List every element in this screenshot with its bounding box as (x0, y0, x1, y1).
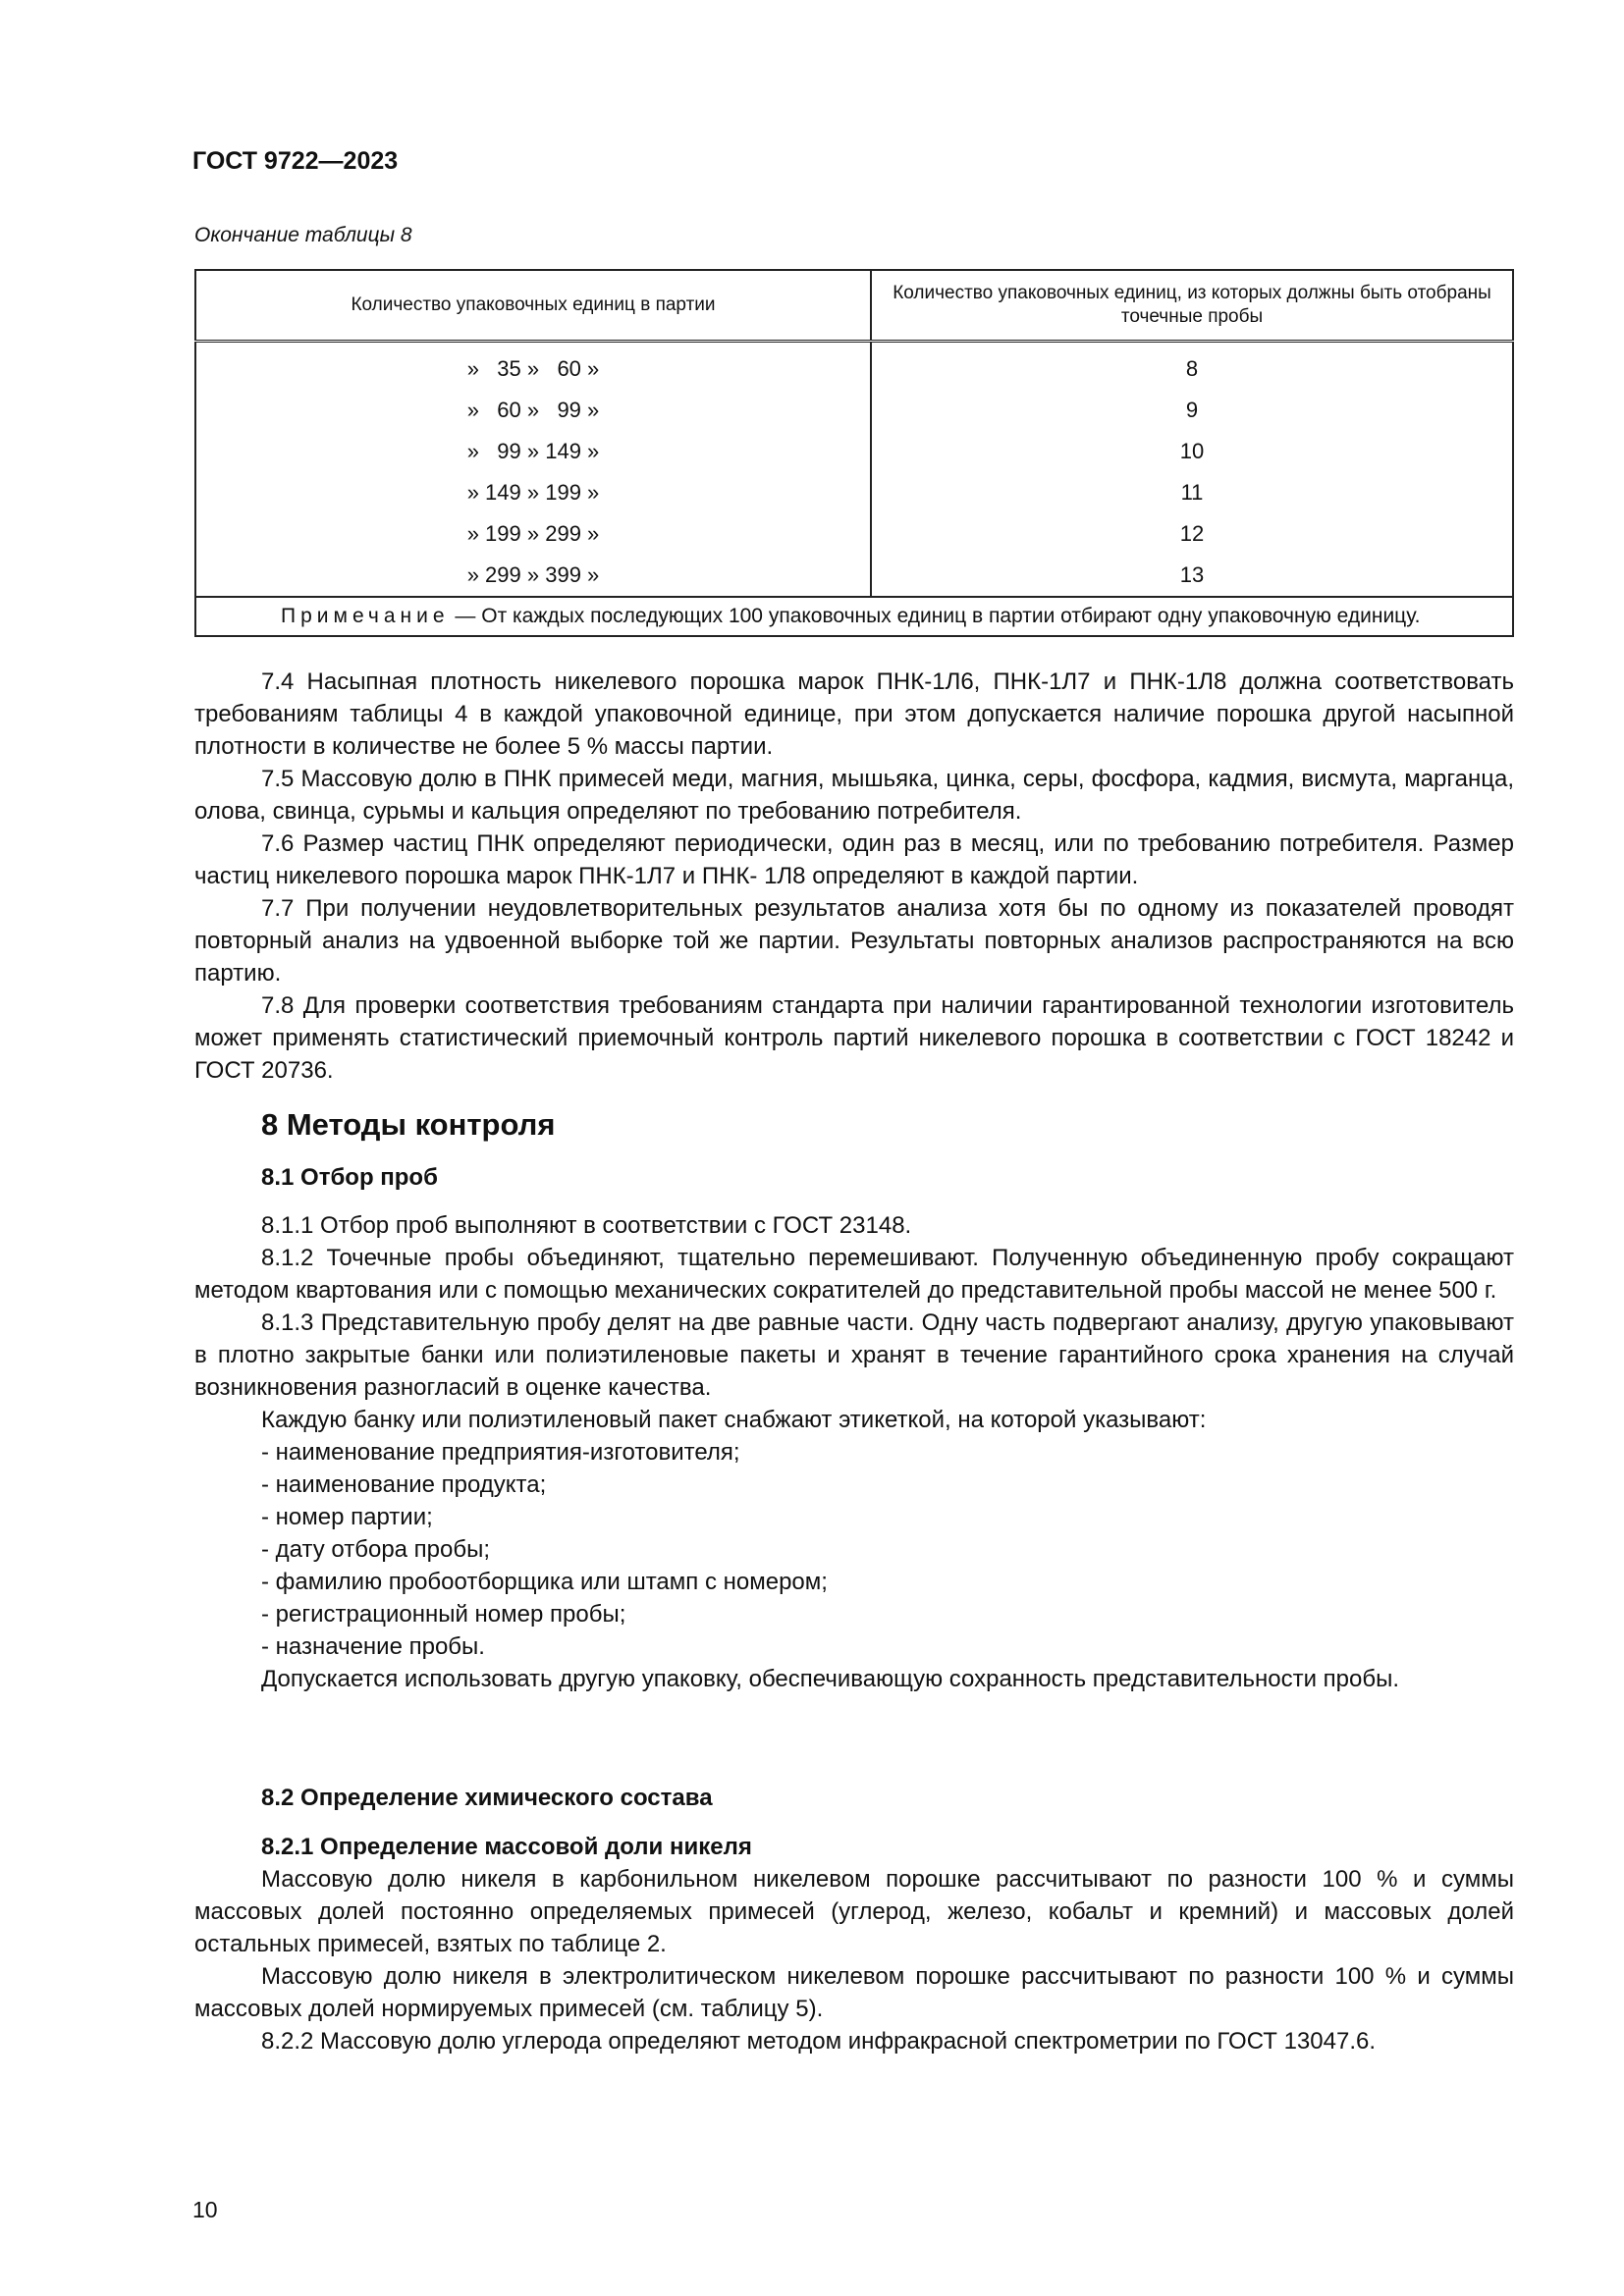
table-caption: Окончание таблицы 8 (194, 224, 412, 246)
list-item: - регистрационный номер пробы; (261, 1601, 626, 1628)
count-cell: 13 (871, 555, 1513, 597)
paragraph-8-2-2: 8.2.2 Массовую долю углерода определяют методом инфракрасной спектрометрии по ГОСТ 13047.6. (261, 2028, 1376, 2055)
list-item: - наименование предприятия-изготовителя; (261, 1439, 740, 1466)
note-label: Примечание (281, 605, 450, 627)
page-number: 10 (192, 2197, 218, 2222)
range-cell: » 199 » 299 » (195, 513, 871, 555)
paragraph-7-4: 7.4 Насыпная плотность никелевого порошка марок ПНК-1Л6, ПНК-1Л7 и ПНК-1Л8 должна соответствовать требованиям таблицы 4 в каждой упаковочной единице, при этом допускается наличие порошка другой насыпной плотности в количестве не более 5 % массы партии. (194, 668, 1514, 760)
range-cell: » 60 » 99 » (195, 390, 871, 431)
table-note-row (195, 597, 1513, 636)
list-item: - назначение пробы. (261, 1633, 485, 1660)
count-cell: 11 (871, 472, 1513, 513)
package-note: Допускается использовать другую упаковку, обеспечивающую сохранность представительности пробы. (261, 1666, 1400, 1692)
table-row (195, 431, 1513, 472)
paragraph-8-1-2: 8.1.2 Точечные пробы объединяют, тщательно перемешивают. Полученную объединенную пробу сокращают методом квартования или с помощью механических сократителей до представительной пробы массой не менее 500 г. (194, 1245, 1514, 1304)
section-7-text (194, 666, 1514, 1087)
paragraph-7-7: 7.7 При получении неудовлетворительных результатов анализа хотя бы по одному из показателей проводят повторный анализ на удвоенной выборке той же партии. Результаты повторных анализов распространяются на всю партию. (194, 895, 1514, 987)
section-8-1-heading: 8.1 Отбор проб (261, 1164, 438, 1191)
list-item: - дату отбора пробы; (261, 1536, 491, 1563)
list-item: - фамилию пробоотборщика или штамп с номером; (261, 1569, 828, 1595)
paragraph-7-5: 7.5 Массовую долю в ПНК примесей меди, магния, мышьяка, цинка, серы, фосфора, кадмия, висмута, марганца, олова, свинца, сурьмы и кальция определяют по требованию потребителя. (194, 766, 1514, 825)
list-item: - номер партии; (261, 1504, 433, 1530)
label-intro: Каждую банку или полиэтиленовый пакет снабжают этикеткой, на которой указывают: (261, 1407, 1207, 1433)
paragraph-8-1-1: 8.1.1 Отбор проб выполняют в соответствии с ГОСТ 23148. (261, 1212, 912, 1239)
paragraph-nickel-electrolytic: Массовую долю никеля в электролитическом никелевом порошке рассчитывают по разности 100 % и суммы массовых долей нормируемых примесей (см. таблицу 5). (194, 1963, 1514, 2022)
range-cell: » 35 » 60 » (195, 342, 871, 391)
paragraph-7-8: 7.8 Для проверки соответствия требованиям стандарта при наличии гарантированной технологии изготовитель может применять статистический приемочный контроль партий никелевого порошка в соответствии с ГОСТ 18242 и ГОСТ 20736. (194, 992, 1514, 1084)
table-row (195, 472, 1513, 513)
table-header-row (195, 270, 1513, 342)
section-8-2-text (194, 1863, 1514, 2057)
count-cell: 9 (871, 390, 1513, 431)
range-cell: » 299 » 399 » (195, 555, 871, 597)
column-header-lots: Количество упаковочных единиц в партии (195, 270, 871, 342)
column-header-samples: Количество упаковочных единиц, из которых должны быть отобраны точечные пробы (871, 270, 1513, 342)
document-header: ГОСТ 9722—2023 (192, 147, 399, 175)
section-8-1-text (194, 1209, 1514, 1695)
paragraph-nickel-carbonyl: Массовую долю никеля в карбонильном никелевом порошке рассчитывают по разности 100 % и суммы массовых долей постоянно определяемых примесей (углерод, железо, кобальт и кремний) и массовых долей остальных примесей, взятых по таблице 2. (194, 1866, 1514, 1957)
list-item: - наименование продукта; (261, 1471, 547, 1498)
section-8-heading: 8 Методы контроля (261, 1107, 556, 1142)
section-8-2-heading: 8.2 Определение химического состава (261, 1785, 713, 1811)
range-cell: » 149 » 199 » (195, 472, 871, 513)
paragraph-8-1-3: 8.1.3 Представительную пробу делят на две равные части. Одну часть подвергают анализу, другую упаковывают в плотно закрытые банки или полиэтиленовые пакеты и хранят в течение гарантийного срока хранения на случай возникновения разногласий в оценке качества. (194, 1309, 1514, 1401)
table-row (195, 513, 1513, 555)
count-cell: 8 (871, 342, 1513, 391)
range-cell: » 99 » 149 » (195, 431, 871, 472)
table-8 (194, 269, 1514, 637)
table-row (195, 555, 1513, 597)
table-row (195, 390, 1513, 431)
count-cell: 10 (871, 431, 1513, 472)
note-text: — От каждых последующих 100 упаковочных единиц в партии отбирают одну упаковочную единицу. (449, 605, 1421, 627)
section-8-2-1-heading: 8.2.1 Определение массовой доли никеля (261, 1834, 752, 1860)
table-row (195, 342, 1513, 391)
count-cell: 12 (871, 513, 1513, 555)
paragraph-7-6: 7.6 Размер частиц ПНК определяют периодически, один раз в месяц, или по требованию потребителя. Размер частиц никелевого порошка марок ПНК-1Л7 и ПНК- 1Л8 определяют в каждой партии. (194, 830, 1514, 889)
table-note (195, 597, 1513, 636)
